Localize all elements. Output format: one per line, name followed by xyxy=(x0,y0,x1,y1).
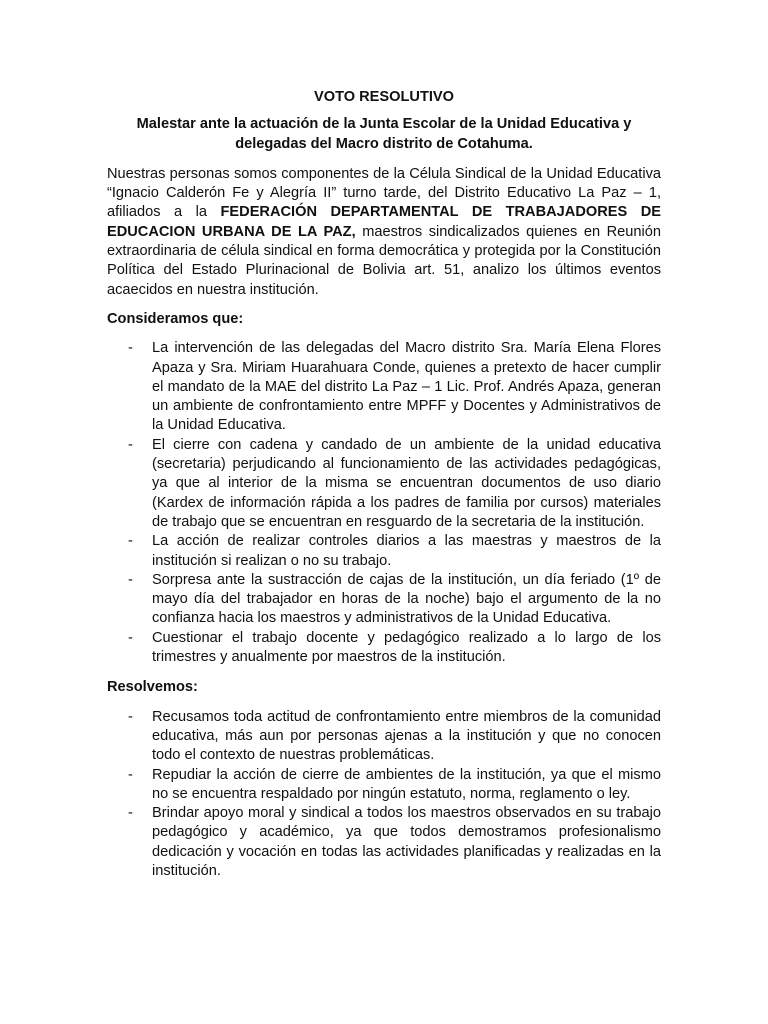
list-item-text: Brindar apoyo moral y sindical a todos los maestros observados en su trabajo pedagógico y académico, ya que todos demostramos profesionalismo dedicación y vocación en todas las actividades planificadas y realizadas en la institución. xyxy=(152,805,661,879)
intro-bold-federation: FEDERACIÓN DEPARTAMENTAL DE TRABAJADORES DE EDUCACION URBANA DE LA PAZ, xyxy=(107,204,661,240)
bullet-dash: - xyxy=(128,436,133,453)
list-item xyxy=(107,766,661,805)
intro-paragraph xyxy=(107,165,661,300)
bullet-dash: - xyxy=(128,533,133,550)
bullet-dash: - xyxy=(128,766,133,783)
bullet-dash: - xyxy=(128,805,133,822)
intro-text-part1: Nuestras personas somos componentes de la Célula Sindical de la Unidad Educativa “Ignacio Calderón Fe y Alegría II” turno tarde, del Distrito Educativo La Paz – 1, afiliados a la xyxy=(107,165,661,221)
considerations-list xyxy=(107,339,661,667)
list-item-text: Cuestionar el trabajo docente y pedagógico realizado a lo largo de los trimestres y anualmente por maestros de la institución. xyxy=(152,629,661,666)
list-item xyxy=(107,629,661,668)
considerations-heading: Consideramos que: xyxy=(107,310,244,327)
list-item xyxy=(107,708,661,766)
list-item xyxy=(107,436,661,532)
document-subtitle: Malestar ante la actuación de la Junta Escolar de la Unidad Educativa y delegadas del Macro distrito de Cotahuma. xyxy=(136,116,632,152)
list-item-text: Sorpresa ante la sustracción de cajas de la institución, un día feriado (1º de mayo día del trabajador en horas de la noche) bajo el argumento de la no confianza hacia los maestros y administrativos de la Unidad Educativa. xyxy=(152,571,661,627)
list-item xyxy=(107,339,661,435)
list-item-text: Recusamos toda actitud de confrontamiento entre miembros de la comunidad educativa, más aun por personas ajenas a la institución y que no conocen todo el contexto de nuestras problemáticas. xyxy=(152,708,661,764)
bullet-dash: - xyxy=(128,340,133,357)
bullet-dash: - xyxy=(128,629,133,646)
resolutions-heading: Resolvemos: xyxy=(107,679,198,696)
list-item xyxy=(107,804,661,881)
bullet-dash: - xyxy=(128,571,133,588)
list-item-text: La intervención de las delegadas del Macro distrito Sra. María Elena Flores Apaza y Sra. Miriam Huarahuara Conde, quienes a pretexto de hacer cumplir el mandato de la MAE del distrito La Paz – 1 Lic. Prof. Andrés Apaza, generan un ambiente de confrontamiento entre MPFF y Docentes y Administrativos de la Unidad Educativa. xyxy=(152,340,661,434)
intro-text-part2: maestros sindicalizados quienes en Reunión extraordinaria de célula sindical en forma democrática y protegida por la Constitución Política del Estado Plurinacional de Bolivia art. 51, analizo los últimos eventos acaecidos en nuestra institución. xyxy=(107,223,661,298)
bullet-dash: - xyxy=(128,708,133,725)
list-item-text: La acción de realizar controles diarios a las maestras y maestros de la institución si realizan o no su trabajo. xyxy=(152,533,661,569)
list-item-text: Repudiar la acción de cierre de ambientes de la institución, ya que el mismo no se encuentra respaldado por ningún estatuto, norma, reglamento o ley. xyxy=(152,766,661,802)
list-item xyxy=(107,571,661,629)
list-item-text: El cierre con cadena y candado de un ambiente de la unidad educativa (secretaria) perjudicando al funcionamiento de las actividades pedagógicas, ya que al interior de la misma se encuentran documentos de uso diario (Kardex de información rápida a los padres de familia por cursos) materiales de trabajo que se encuentran en resguardo de la secretaria de la institución. xyxy=(152,436,661,530)
document-title: VOTO RESOLUTIVO xyxy=(313,89,454,105)
list-item xyxy=(107,532,661,571)
document-page xyxy=(107,88,661,892)
resolutions-list xyxy=(107,708,661,882)
